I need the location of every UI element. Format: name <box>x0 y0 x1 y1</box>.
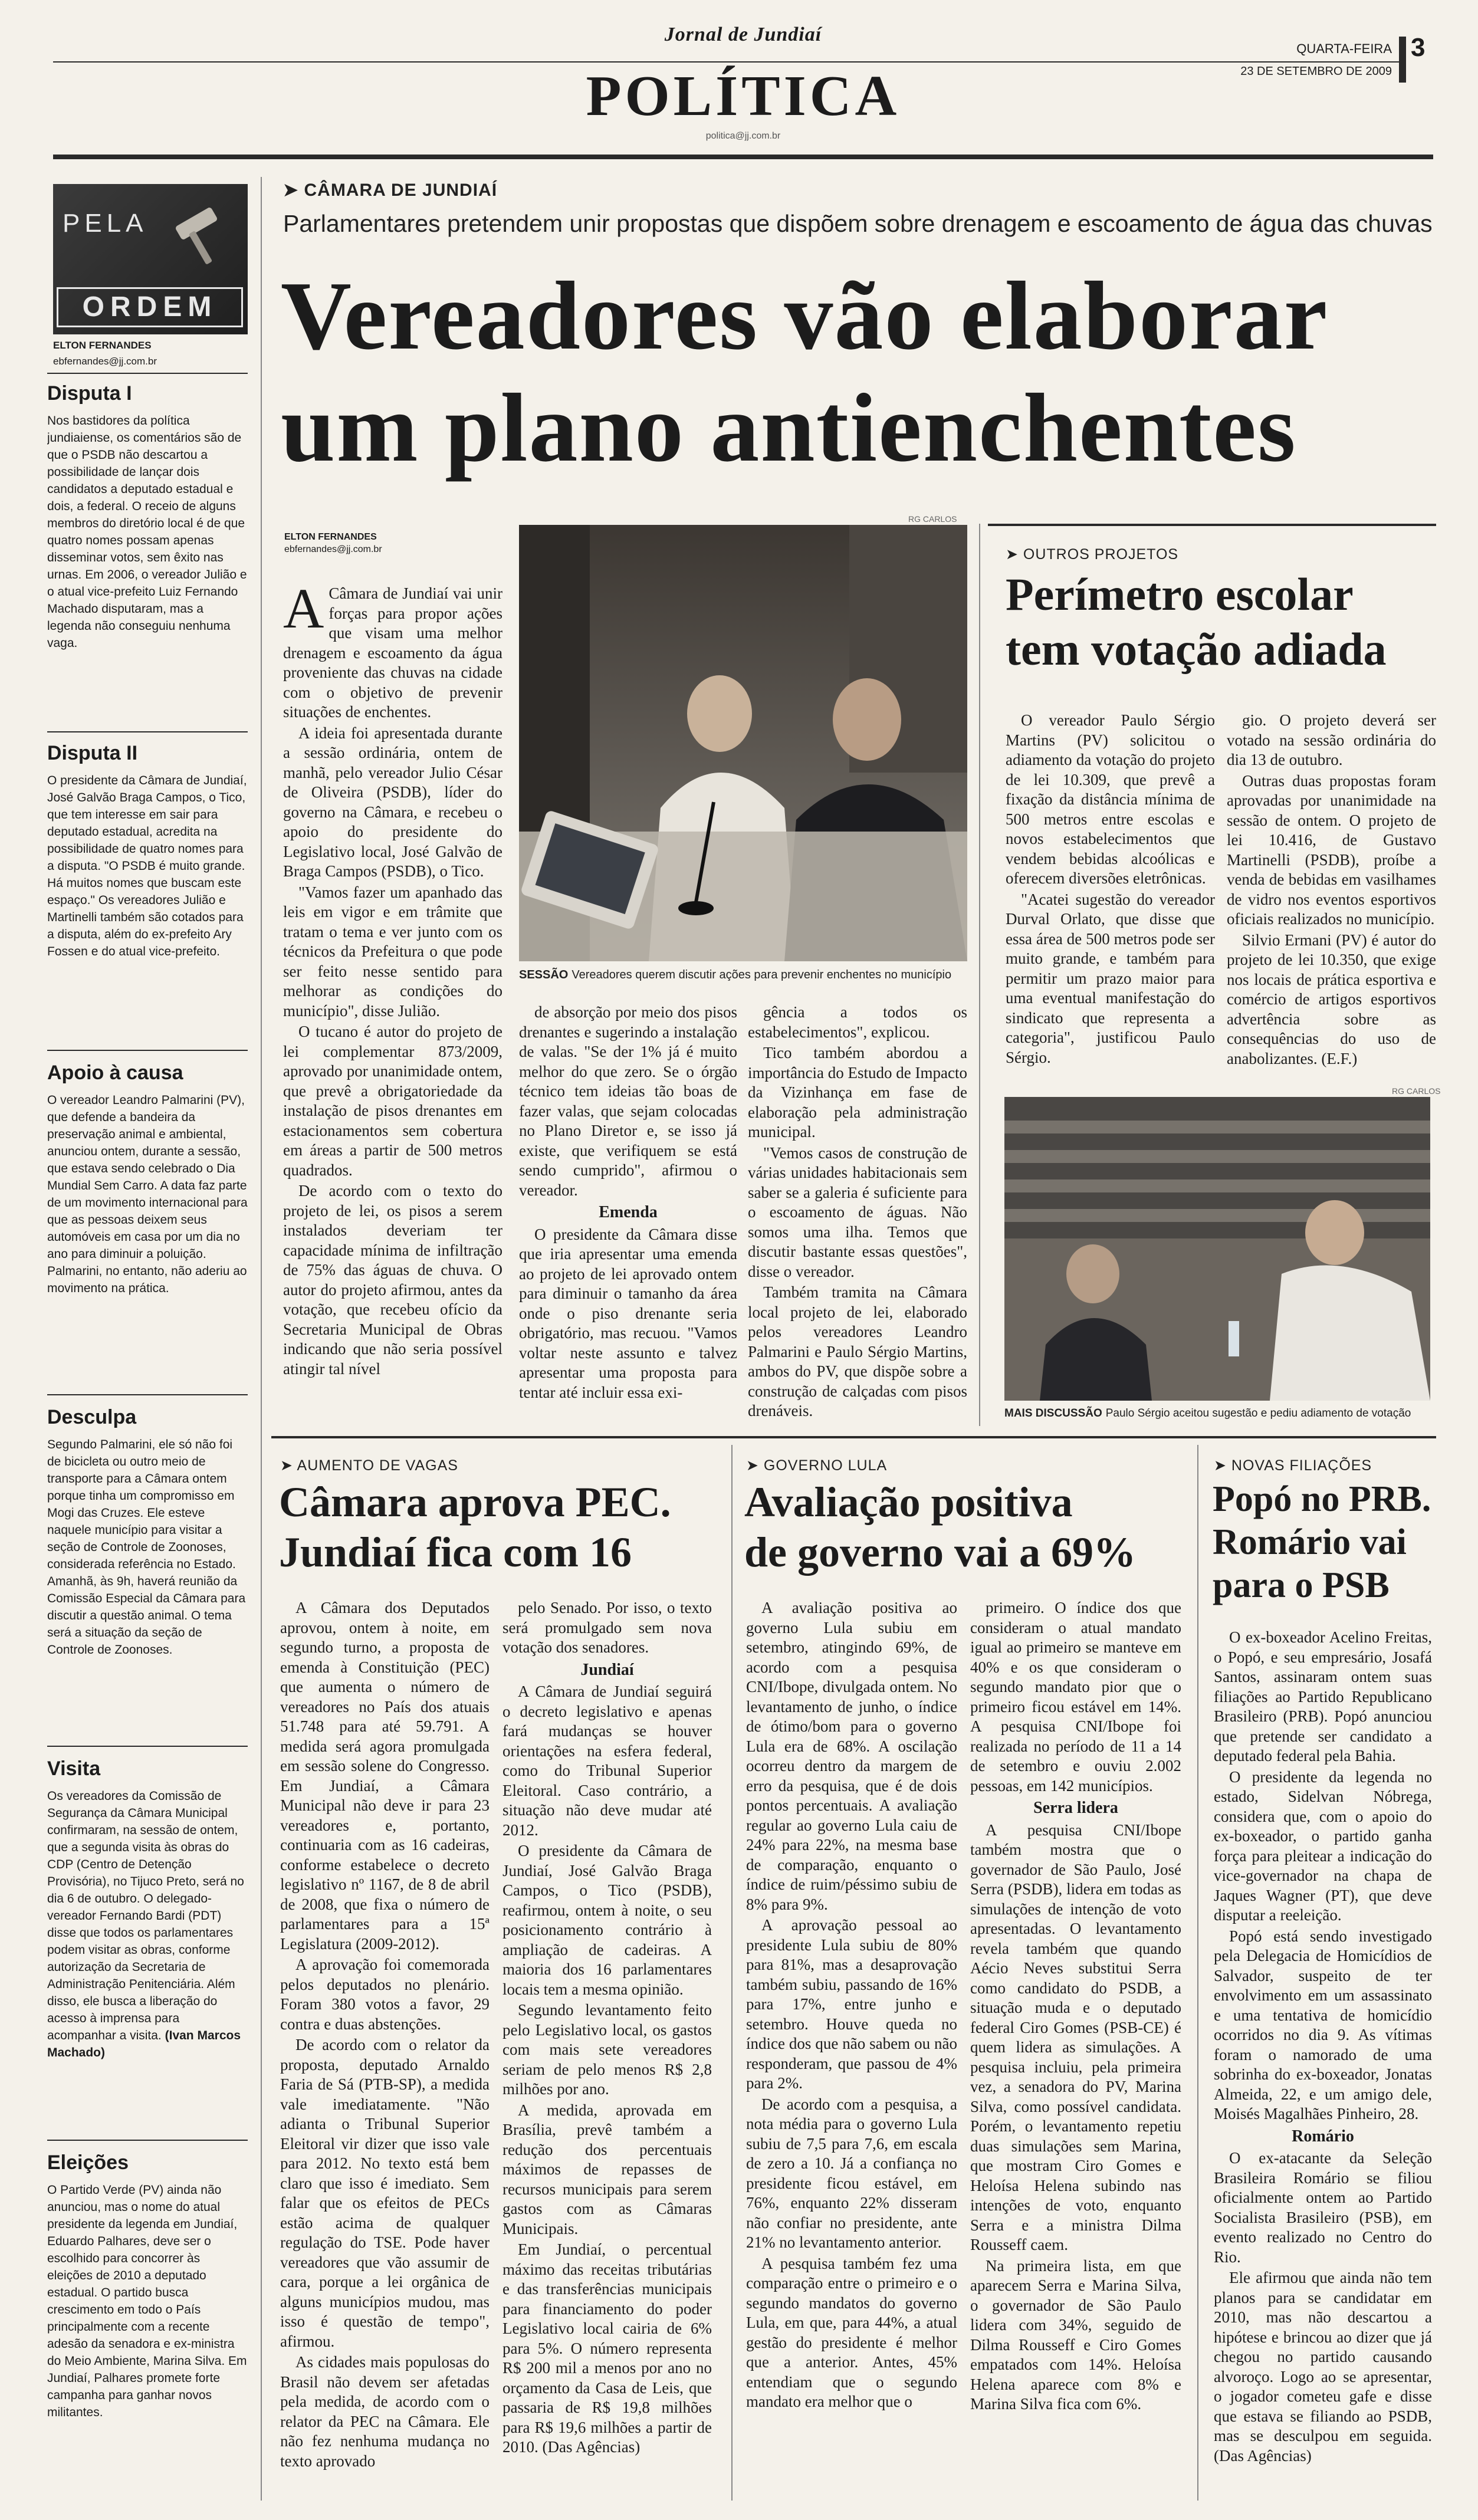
popo-col1-p1: O presidente da legenda no estado, Sidelvan Nóbrega, considera que, com o apoio do ex-boxeador, o partido ganha força para pleitear a indicação do vice-governador na chapa de Jaques Wagner (PT), que deve disputar a reeleição. <box>1214 1767 1432 1924</box>
sidebar-section-desculpa <box>47 1406 248 1742</box>
lula-col1-p1: A aprovação pessoal ao presidente Lula subiu de 80% para 81%, mas a desaprovação também subiu, passando de 16% para 17%, entre junho e setembro. Houve queda no índice dos que não sabem ou não responderam, que passou de 4% para 2%. <box>746 1916 957 2092</box>
main-headline-line2: um plano antienchentes <box>281 373 1297 482</box>
sidebar-section-text <box>47 1788 248 2061</box>
lula-col2-p1: A pesquisa CNI/Ibope também mostra que o governador de São Paulo, José Serra (PSDB), lidera em todas as simulações de intenção de voto apresentadas. O levantamento revela também que quando Aécio Neves substitui Serra como candidato do PSDB, a situação muda e o deputado federal Ciro Gomes (PSB-CE) é quem lidera as simulações. A pesquisa incluiu, pela primeira vez, a senadora do PV, Marina Silva, como possível candidata. Porém, o levantamento repetiu duas simulações sem Marina, que mostram Ciro Gomes e Heloísa Helena subindo nas intenções de voto, enquanto Serra e a ministra Dilma Rousseff caem. <box>970 1821 1181 2253</box>
page-number-bar <box>1399 37 1406 83</box>
side-col1-p0: O vereador Paulo Sérgio Martins (PV) solicitou o adiamento da votação do projeto de lei 10.309, que prevê a fixação da distância mínima de 500 metros entre escolas e novos estabelecimentos que vendem bebidas alcoólicas e oferecem diversões eletrônicas. <box>1006 711 1215 887</box>
sidebar-section-title: Disputa I <box>47 382 132 405</box>
sidebar-divider <box>261 177 262 2501</box>
main-dropcap: A <box>283 584 324 640</box>
column-author: ELTON FERNANDES <box>53 340 152 351</box>
main-col1-p3: O tucano é autor do projeto de lei complementar 873/2009, aprovado por unanimidade ontem, que prevê a obrigatoriedade da instalação de pisos drenantes em estacionamentos sem cobertura em áreas a partir de 500 metros quadrados. <box>283 1023 502 1179</box>
main-col1-p0: A Câmara de Jundiaí vai unir forças para propor ações que visam uma melhor drenagem e escoamento da água proveniente das chuvas na cidade com o objetivo de prevenir situações de enchentes. <box>283 584 502 721</box>
main-headline-line1: Vereadores vão elaborar <box>281 261 1329 370</box>
popo-col1-subhead: Romário <box>1292 2127 1354 2146</box>
date: 23 DE SETEMBRO DE 2009 <box>1240 65 1392 78</box>
lula-col2-p2: Na primeira lista, em que aparecem Serra e Marina Silva, o governador de São Paulo lidera com 34%, seguido de Dilma Rousseff e Ciro Gomes empatados com 14%. Heloísa Helena aparece com 8% e Marina Silva fica com 6%. <box>970 2256 1181 2413</box>
popo-headline-line2: Romário vai <box>1213 1522 1407 1562</box>
lula-col1-p3: A pesquisa também fez uma comparação entre o primeiro e o segundo mandatos do governo Lula, em que, para 44%, a atual gestão do presidente é melhor que a anterior. Antes, 45% entendiam que o segundo mandato era melhor que o <box>746 2254 957 2410</box>
pec-col2-p2: O presidente da Câmara de Jundiaí, José Galvão Braga Campos, o Tico (PSDB), reafirmou, ontem à noite, o seu posicionamento contrário à ampliação de cadeiras. A maioria dos 16 parlamentares locais tem a mesma opinião. <box>502 1842 712 1998</box>
lula-col-1 <box>746 1598 957 2506</box>
side-col2-p1: Outras duas propostas foram aprovadas por unanimidade na sessão de ontem. O projeto de lei 10.416, de Gustavo Martinelli (PSDB), proíbe a venda de bebidas em vasilhames de vidro nos eventos esportivos oficiais realizados no município. <box>1227 771 1436 928</box>
pec-col1-p1: A aprovação foi comemorada pelos deputados no plenário. Foram 380 votos a favor, 29 contra e duas abstenções. <box>280 1956 490 2033</box>
sidebar-section-title: Eleições <box>47 2151 129 2174</box>
side-photo-image <box>1004 1097 1430 1401</box>
main-col3-p3: Também tramita na Câmara local projeto de lei, elaborado pelos vereadores Leandro Palmarini e Paulo Sérgio Martins, ambos do PV, que dispõe sobre a construção de calçadas com pisos drenáveis. <box>748 1283 967 1420</box>
side-story-top-rule <box>988 524 1436 526</box>
side-col2-p2: Silvio Ermani (PV) é autor do projeto de lei 10.350, que exige nos locais de prática esportiva e comércio de artigos esportivos advertência sobre as consequências do uso de anabolizantes. (E.F.) <box>1227 931 1436 1067</box>
masthead-thin-rule <box>53 61 1404 63</box>
gavel-icon <box>165 196 236 267</box>
sidebar-visita-signature: (Ivan Marcos Machado) <box>47 2029 241 2059</box>
pec-col2-p5: Em Jundiaí, o percentual máximo das receitas tributárias e das transferências municipais para financiamento do poder Legislativo local cairia de 6% para 5%. O número representa R$ 200 mil a menos por ano no orçamento da Casa de Leis, que passaria de R$ 19,8 milhões para R$ 19,6 milhões a partir de 2010. (Das Agências) <box>502 2240 712 2456</box>
sidebar-section-disputa-2 <box>47 742 248 1049</box>
lula-headline-line2: de governo vai a 69% <box>744 1529 1136 1576</box>
sidebar-rule-4 <box>47 1746 248 1747</box>
pec-col1-p0: A Câmara dos Deputados aprovou, ontem à noite, em segundo turno, a proposta de emenda à Constituição (PEC) que aumenta o número de vereadores no País dos atuais 51.748 para até 59.791. A medida será agora promulgada em sessão solene do Congresso. Em Jundiaí, a Câmara Municipal não deve ir para 23 vereadores e, portanto, continuaria com as 16 cadeiras, conforme estabelece o decreto legislativo nº 1167, de 8 de abril de 2008, que fixa o número de parlamentares para a 15ª Legislatura (2009-2012). <box>280 1599 490 1953</box>
pec-col2-p1: A Câmara de Jundiaí seguirá o decreto legislativo e apenas fará mudanças se houver orientações na esfera federal, como do Tribunal Superior Eleitoral. Caso contrário, a situação não deve mudar até 2012. <box>502 1683 712 1839</box>
main-col1-p2: "Vamos fazer um apanhado das leis em vigor e em trâmite que tratam o tema e ver junto com os técnicos da Prefeitura o que pode ser feito nesse sentido para melhorar as condições do município", disse Julião. <box>283 883 502 1020</box>
main-photo <box>519 525 967 961</box>
pec-col1-p3: As cidades mais populosas do Brasil não devem ser afetadas pela medida, de acordo com o relator da PEC na Câmara. Ele não fez nenhuma mudança no texto aprovado <box>280 2353 490 2470</box>
main-col1-p1: A ideia foi apresentada durante a sessão ordinária, ontem de manhã, pelo vereador Julio César de Oliveira (PSDB), líder do governo na Câmara, e recebeu o apoio do presidente do Legislativo local, José Galvão de Braga Campos (PSDB), o Tico. <box>283 724 502 880</box>
main-kicker: ➤ CÂMARA DE JUNDIAÍ <box>283 180 497 201</box>
sidebar-visita-body: Os vereadores da Comissão de Segurança da Câmara Municipal confirmaram, na sessão de ontem, que a segunda visita às obras do CDP (Centro de Detenção Provisória), no Tijuco Preto, será no dia 6 de outubro. O delegado-vereador Fernando Bardi (PDT) disse que todos os parlamentares podem visitar as obras, conforme autorização da Secretaria de Administração Penitenciária. Além disso, ele busca a liberação do acesso à imprensa para acompanhar a visita. <box>47 1789 244 2042</box>
sidebar-rule-3 <box>47 1394 248 1395</box>
sidebar-rule-1 <box>47 731 248 732</box>
popo-col1-p4: Ele afirmou que ainda não tem planos para se candidatar em 2010, mas não descartou a hipótese e brincou ao dizer que já chegou no partido causando alvoroço. Logo ao se apresentar, o jogador cometeu gafe e disse que estava se filiando ao PSDB, mas se desculpou em seguida. (Das Agências) <box>1214 2269 1432 2465</box>
main-byline-email: ebfernandes@jj.com.br <box>284 544 382 554</box>
column-email: ebfernandes@jj.com.br <box>53 356 157 367</box>
lula-col1-p2: De acordo com a pesquisa, a nota média para o governo Lula subiu de 7,5 para 7,6, em escala de zero a 10. Já a confiança no presidente ficou estável, em 76%, enquanto 22% disseram não confiar no presidente, ante 21% no levantamento anterior. <box>746 2095 957 2251</box>
pec-kicker: ➤ AUMENTO DE VAGAS <box>280 1457 458 1474</box>
popo-col-1 <box>1214 1628 1432 2506</box>
popo-col1-p0: O ex-boxeador Acelino Freitas, o Popó, e seu empresário, Josafá Santos, assinaram ontem suas filiações ao Partido Republicano Brasileiro (PRB). Popó anunciou que pretende ser candidato a deputado federal pela Bahia. <box>1214 1628 1432 1765</box>
lula-col2-p0: primeiro. O índice dos que consideram o atual mandato igual ao primeiro se manteve em 40% e os que consideram o segundo mandato pior que o primeiro ficou estável em 14%. A pesquisa CNI/Ibope foi realizada no período de 11 a 14 de setembro e ouviu 2.002 pessoas, em 142 municípios. <box>970 1599 1181 1795</box>
masthead-bottom-rule <box>53 155 1433 159</box>
side-kicker: ➤ OUTROS PROJETOS <box>1006 546 1178 563</box>
main-col3-p0: gência a todos os estabelecimentos", explicou. <box>748 1003 967 1041</box>
weekday: QUARTA-FEIRA <box>1296 41 1392 56</box>
paper-name: Jornal de Jundiaí <box>664 24 822 45</box>
sidebar-section-text: O vereador Leandro Palmarini (PV), que defende a bandeira da preservação animal e ambiental, anunciou ontem, durante a sessão, que estava sendo celebrado o Dia Mundial Sem Carro. A data faz parte de um movimento internacional para que as pessoas deixem seus automóveis em casa por um dia no ano para diminuir a poluição. Palmarini, no entanto, não aderiu ao movimento na prática. <box>47 1093 248 1295</box>
lula-col1-p0: A avaliação positiva ao governo Lula subiu em setembro, atingindo 69%, de acordo com a pesquisa CNI/Ibope, divulgada ontem. No levantamento de junho, o índice de ótimo/bom para o governo Lula era de 68%. A oscilação ocorreu dentro da margem de erro da pesquisa, que é de dois pontos percentuais. A avaliação regular ao governo Lula caiu de 24% para 22%, na mesma base de comparação, enquanto o índice de ruim/péssimo subiu de 8% para 9%. <box>746 1599 957 1913</box>
column-logo-line1: PELA <box>63 209 148 238</box>
popo-headline-line3: para o PSB <box>1213 1565 1390 1605</box>
section-title: POLÍTICA <box>586 64 901 128</box>
section-site: politica@jj.com.br <box>705 131 781 141</box>
sidebar-section-eleicoes <box>47 2151 248 2505</box>
side-col2-p0: gio. O projeto deverá ser votado na sessão ordinária do dia 13 de outubro. <box>1227 711 1436 768</box>
sidebar-section-title: Disputa II <box>47 742 138 764</box>
sidebar-rule-2 <box>47 1050 248 1051</box>
main-deck: Parlamentares pretendem unir propostas que dispõem sobre drenagem e escoamento de água das chuvas <box>283 210 1433 237</box>
pec-col2-p4: A medida, aprovada em Brasília, prevê também a redução dos percentuais máximos de repasses de recursos municipais para serem gastos com as Câmaras Municipais. <box>502 2101 712 2238</box>
main-photo-image <box>519 525 967 961</box>
sidebar-section-title: Apoio à causa <box>47 1062 183 1084</box>
side-col-1 <box>1006 711 1215 1088</box>
side-photo-caption <box>1004 1406 1441 1421</box>
masthead <box>0 0 1478 159</box>
pec-col-1 <box>280 1598 490 2506</box>
column-logo-line2: ORDEM <box>57 287 243 327</box>
column-logo <box>53 184 248 334</box>
sidebar-section-title: Visita <box>47 1757 101 1780</box>
sidebar-rule-5 <box>47 2140 248 2141</box>
sidebar-section-apoio <box>47 1062 248 1392</box>
main-col3-p2: "Vemos casos de construção de várias unidades habitacionais sem saber se a galeria é suficiente para o escoamento de águas. Não somos uma ilha. Temos que discutir bastante essas questões", disse o vereador. <box>748 1144 967 1280</box>
main-col-3 <box>748 1003 967 1427</box>
side-headline-line1: Perímetro escolar <box>1006 569 1354 620</box>
lower-divider-2 <box>1197 1445 1198 2501</box>
side-story-divider <box>979 524 980 1426</box>
side-photo-caption-label: MAIS DISCUSSÃO <box>1004 1407 1102 1420</box>
pec-col2-p0: pelo Senado. Por isso, o texto será promulgado sem nova votação dos senadores. <box>502 1599 712 1656</box>
pec-col2-subhead: Jundiaí <box>580 1660 634 1679</box>
main-photo-caption-text: Vereadores querem discutir ações para prevenir enchentes no município <box>572 968 952 981</box>
side-photo <box>1004 1097 1430 1401</box>
pec-headline-line1: Câmara aprova PEC. <box>279 1479 671 1526</box>
sidebar-section-disputa-1 <box>47 382 248 730</box>
main-col2-p0: de absorção por meio dos pisos drenantes e sugerindo a instalação de valas. "Se der 1% já é muito melhor do que zero. Se o órgão técnico tem ideias tão boas de fazer valas, que sejam colocadas no Plano Diretor e, se isso já existe, que verifiquem se está sendo cumprido", afirmou o vereador. <box>519 1003 737 1199</box>
pec-col-2 <box>502 1598 712 2506</box>
popo-headline-line1: Popó no PRB. <box>1213 1479 1431 1519</box>
side-headline-line2: tem votação adiada <box>1006 623 1387 675</box>
side-photo-caption-text: Paulo Sérgio aceitou sugestão e pediu adiamento de votação <box>1105 1407 1411 1420</box>
main-col1-p4: De acordo com o texto do projeto de lei, os pisos a serem instalados deveriam ter capacidade mínima de infiltração de 75% das águas de chuva. O autor do projeto afirmou, antes da votação, que recebeu ofício da Secretaria Municipal de Obras indicando que não seria possível atingir tal nível <box>283 1182 502 1378</box>
pec-col2-p3: Segundo levantamento feito pelo Legislativo local, os gastos com mais sete vereadores seriam de pelo menos R$ 2,8 milhões por ano. <box>502 2001 712 2098</box>
main-col-1 <box>283 584 502 1421</box>
main-col2-subhead: Emenda <box>599 1203 658 1221</box>
lower-divider-1 <box>731 1445 733 2501</box>
sidebar-section-text: Nos bastidores da política jundiaiense, os comentários são de que o PSDB não descartou a possibilidade de lançar dois candidatos a deputado estadual e dois, a federal. O receio de alguns membros do diretório local é de que quatro nomes possam apenas disseminar votos, sem êxito nas urnas. Em 2006, o vereador Julião e o atual vice-prefeito Luiz Fernando Machado disputaram, mas a legenda não conseguiu nenhuma vaga. <box>47 414 247 650</box>
sidebar-rule-0 <box>47 373 248 374</box>
main-byline-name: ELTON FERNANDES <box>284 532 377 542</box>
popo-col1-p3: O ex-atacante da Seleção Brasileira Romário se filiou oficialmente ontem ao Partido Socialista Brasileiro (PSB), em evento realizado no Centro do Rio. <box>1214 2149 1432 2266</box>
main-photo-caption-label: SESSÃO <box>519 968 569 981</box>
side-col1-p1: "Acatei sugestão do vereador Durval Orlato, que disse que essa área de 500 metros pode ser muito grande, e também para permitir um prazo maior para uma eventual manifestação do sindicato que representa a categoria", justificou Paulo Sérgio. <box>1006 890 1215 1066</box>
main-photo-credit: RG CARLOS <box>908 514 957 524</box>
sidebar-section-title: Desculpa <box>47 1406 137 1428</box>
pec-headline-line2: Jundiaí fica com 16 <box>279 1529 632 1576</box>
lula-col2-subhead: Serra lidera <box>1033 1799 1118 1817</box>
lula-headline-line1: Avaliação positiva <box>744 1479 1073 1526</box>
main-col2-p1: O presidente da Câmara disse que iria apresentar uma emenda ao projeto de lei aprovado ontem para diminuir o tamanho da área onde o piso drenante seria obrigatório, mas recuou. "Vamos voltar neste assunto e talvez apresentar uma proposta para tentar até incluir essa exi- <box>519 1225 737 1401</box>
lula-kicker: ➤ GOVERNO LULA <box>746 1457 887 1474</box>
main-byline <box>284 531 508 556</box>
lower-section-rule <box>271 1436 1436 1438</box>
sidebar-section-text: O presidente da Câmara de Jundiaí, José Galvão Braga Campos, o Tico, que tem interesse em sair para deputado estadual, acredita na possibilidade de quatro nomes para a disputa. "O PSDB é muito grande. Há muitos nomes que buscam este espaço." Os vereadores Julião e Martinelli também são cotados para a disputa, além do ex-prefeito Ary Fossen e do atual vice-prefeito. <box>47 774 247 958</box>
sidebar-section-text: O Partido Verde (PV) ainda não anunciou, mas o nome do atual presidente da legenda em Jundiaí, Eduardo Palhares, deve ser o escolhido para concorrer às eleições de 2010 a deputado estadual. O partido busca crescimento em todo o País principalmente com a recente adesão da senadora e ex-ministra do Meio Ambiente, Marina Silva. Em Jundiaí, Palhares promete forte campanha para ganhar novos militantes. <box>47 2183 247 2419</box>
lula-col-2 <box>970 1598 1181 2506</box>
main-photo-caption <box>519 967 979 983</box>
main-col3-p1: Tico também abordou a importância do Estudo de Impacto da Vizinhança em fase de elaboração pela administração municipal. <box>748 1044 967 1141</box>
sidebar-section-text: Segundo Palmarini, ele só não foi de bicicleta ou outro meio de transporte para a Câmara ontem porque tinha um compromisso em Mogi das Cruzes. Ele esteve naquele município para visitar a seção de Controle de Zoonoses, considerada referência no Estado. Amanhã, às 9h, haverá reunião da Comissão Especial da Câmara para discutir a questão animal. O tema será a situação da seção de Controle de Zoonoses. <box>47 1438 246 1657</box>
page-number: 3 <box>1411 33 1426 62</box>
side-col-2 <box>1227 711 1436 1088</box>
popo-col1-p2: Popó está sendo investigado pela Delegacia de Homicídios de Salvador, suspeito de ter envolvimento em um assassinato e uma tentativa de homicídio ocorridos no dia 9. As vítimas foram o namorado de uma sobrinha do ex-boxeador, Jonatas Almeida, 22, e um amigo dele, Moisés Magalhães Pinheiro, 28. <box>1214 1927 1432 2123</box>
side-photo-credit: RG CARLOS <box>1392 1086 1441 1096</box>
sidebar-section-visita <box>47 1757 248 2135</box>
pec-col1-p2: De acordo com o relator da proposta, deputado Arnaldo Faria de Sá (PTB-SP), a medida vale imediatamente. "Não adianta o Tribunal Superior Eleitoral vir dizer que isso vale para 2012. No texto está bem claro que isso é imediato. Sem falar que os efeitos de PECs estão acima de qualquer regulação do TSE. Pode haver vereadores que vão assumir de cara, porque a lei orgânica de alguns municípios mudou, mas isso é questão de tempo", afirmou. <box>280 2036 490 2350</box>
popo-kicker: ➤ NOVAS FILIAÇÕES <box>1214 1457 1372 1474</box>
main-col-2 <box>519 1003 737 1427</box>
